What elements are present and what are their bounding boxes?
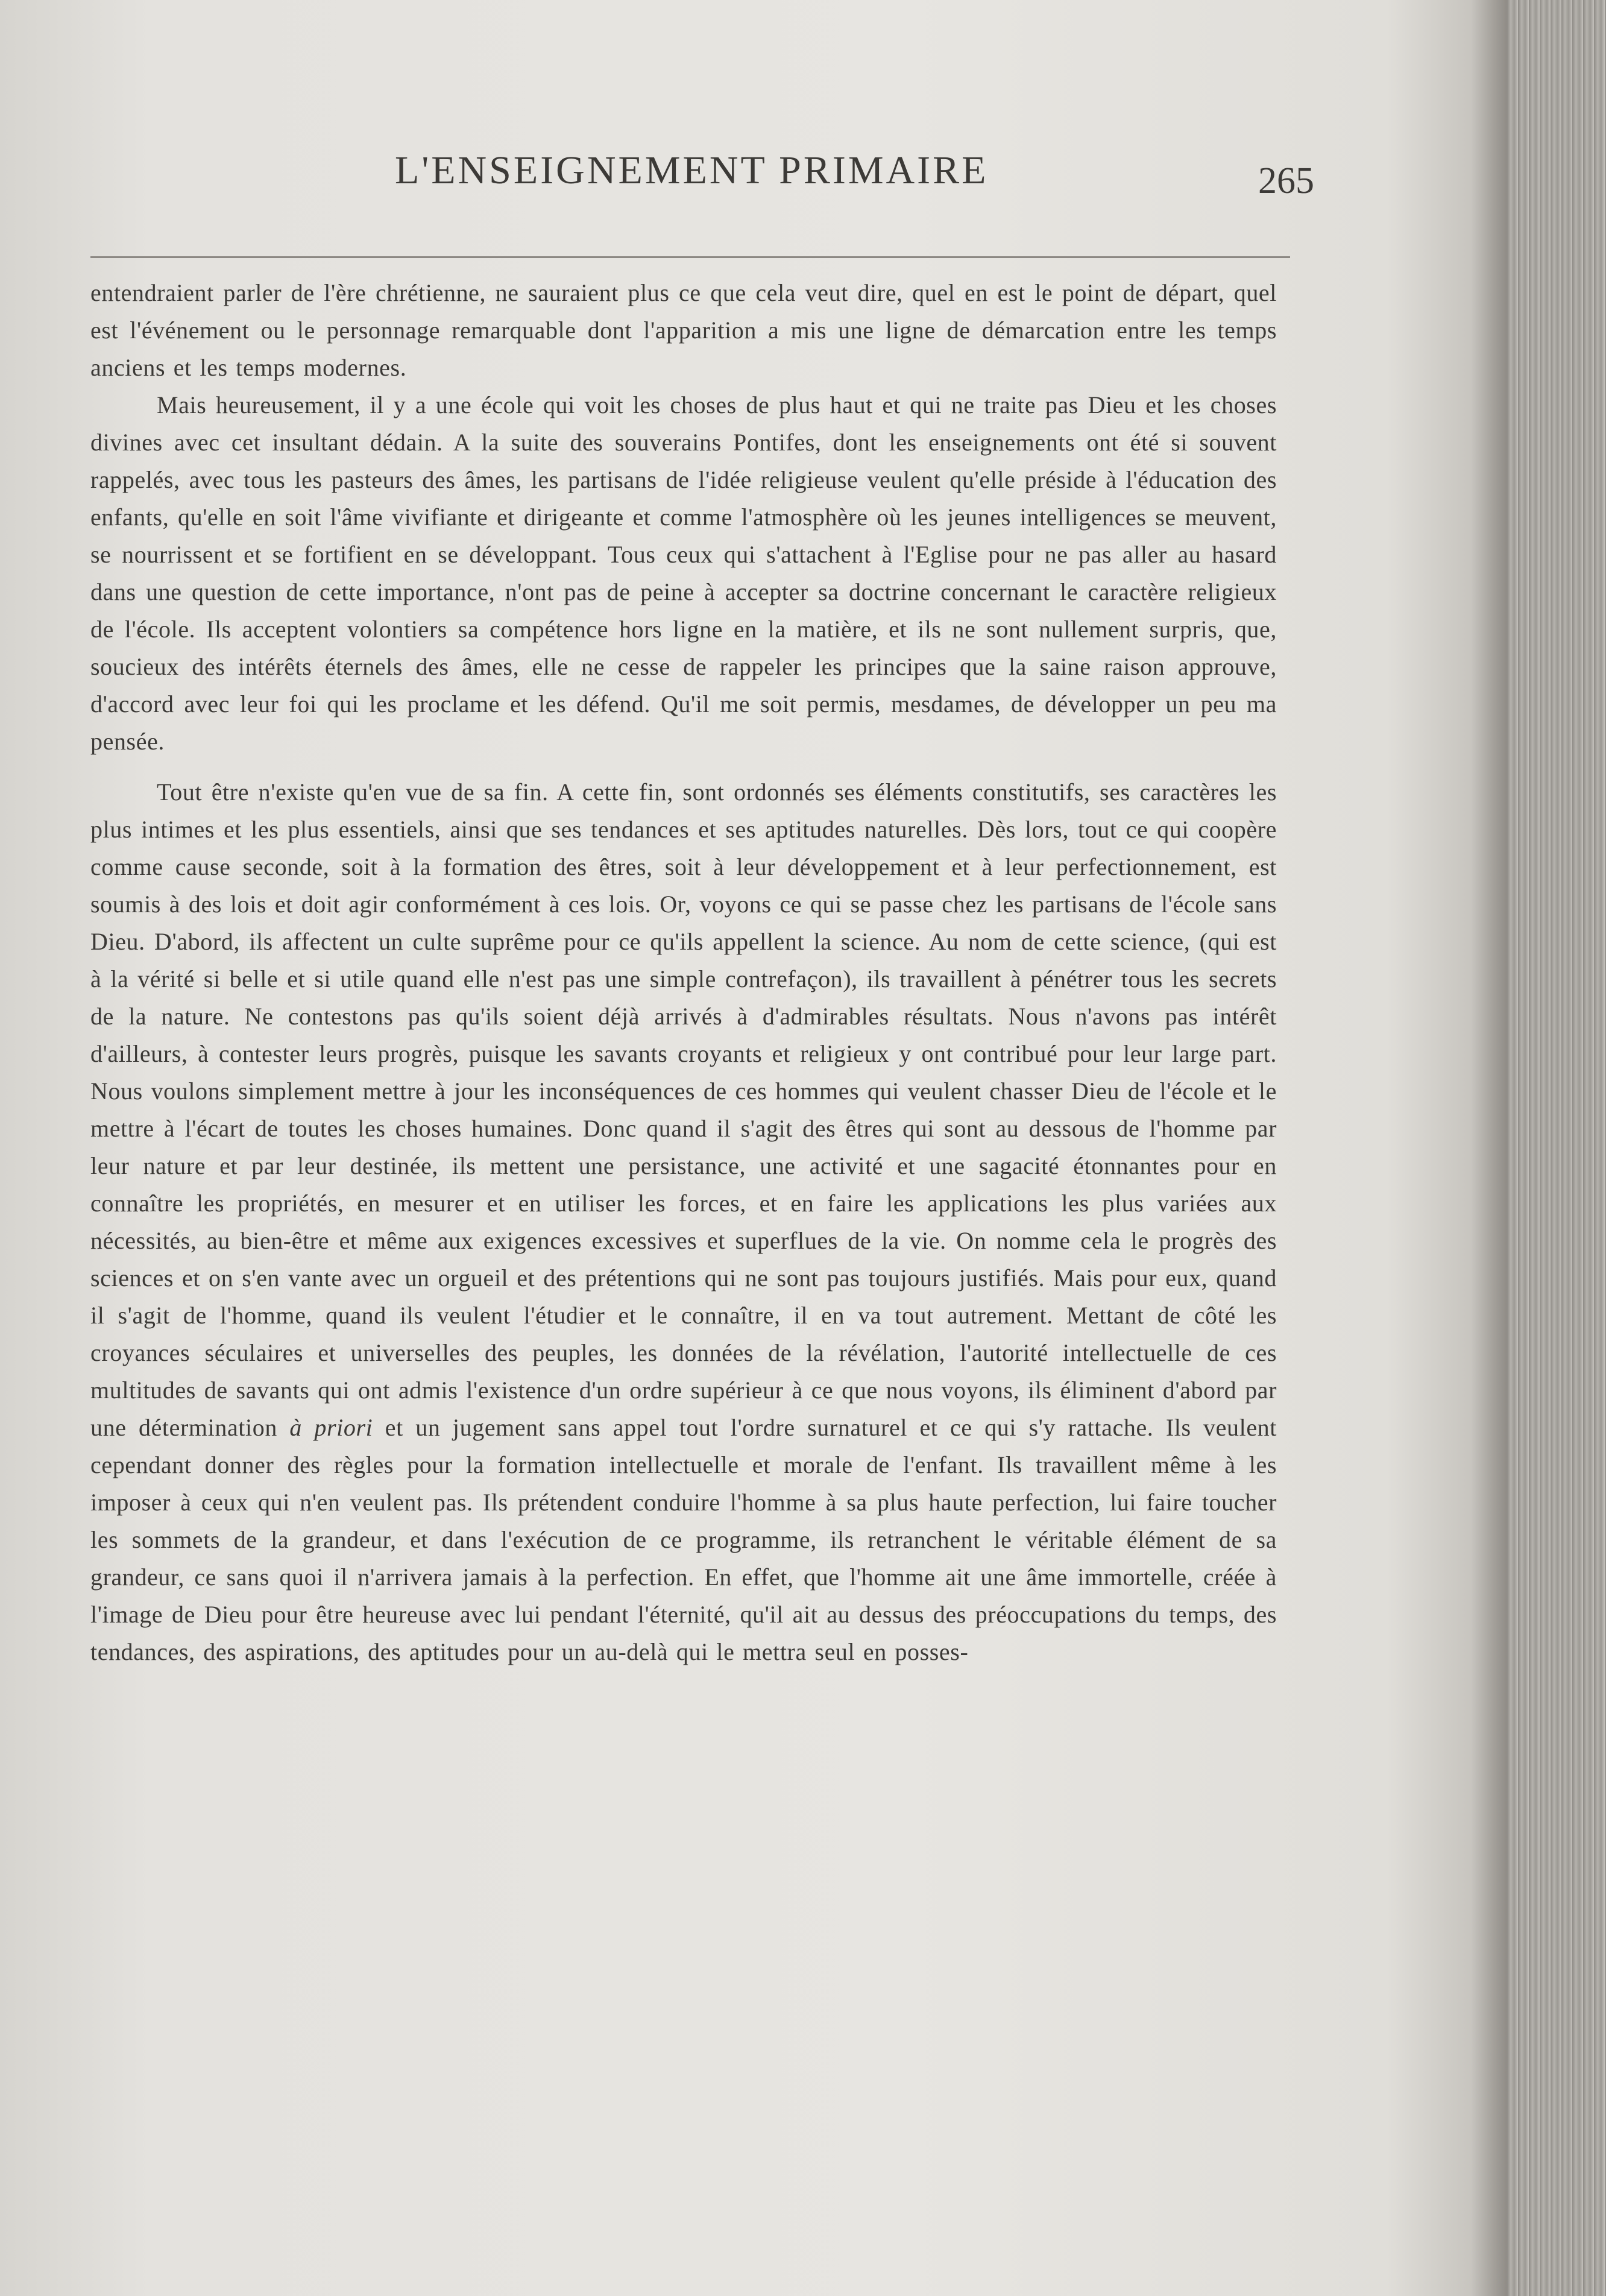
page-number: 265 [1258,160,1314,201]
paragraph: entendraient parler de l'ère chrétienne, ne sauraient plus ce que cela veut dire, quel en est le point de départ, quel est l'événement ou le personnage remarquable dont l'apparition a mis une ligne de démarcation entre les temps anciens et les temps modernes. [90,279,1277,381]
body-text [90,274,1277,2125]
paragraph-text: et un jugement sans appel tout l'ordre surnaturel et ce qui s'y rattache. Ils veulent cependant donner des règles pour la formation intellectuelle et morale de l'enfant. Ils travaillent même à les imposer à ceux qui n'en veulent pas. Ils prétendent conduire l'homme à sa plus haute perfection, lui faire toucher les sommets de la grandeur, et dans l'exécution de ce programme, ils retranchent le véritable élément de sa grandeur, ce sans quoi il n'arrivera jamais à la perfection. En effet, que l'homme ait une âme immortelle, créée à l'image de Dieu pour être heureuse avec lui pendant l'éternité, qu'il ait au dessus des préoccupations du temps, des tendances, des aspirations, des aptitudes pour un au-delà qui le mettra seul en posses- [90,1414,1277,1665]
paragraph-text: Tout être n'existe qu'en vue de sa fin. A cette fin, sont ordonnés ses éléments constitutifs, ses caractères les plus intimes et les plus essentiels, ainsi que ses tendances et ses aptitudes naturelles. Dès lors, tout ce qui coopère comme cause seconde, soit à la formation des êtres, soit à leur développement et à leur perfectionnement, est soumis à des lois et doit agir conformément à ces lois. Or, voyons ce qui se passe chez les partisans de l'école sans Dieu. D'abord, ils affectent un culte suprême pour ce qu'ils appellent la science. Au nom de cette science, (qui est à la vérité si belle et si utile quand elle n'est pas une simple contrefaçon), ils travaillent à pénétrer tous les secrets de la nature. Ne contestons pas qu'ils soient déjà arrivés à d'admirables résultats. Nous n'avons pas intérêt d'ailleurs, à contester leurs progrès, puisque les savants croyants et religieux y ont contribué pour leur large part. Nous voulons simplement mettre à jour les inconséquences de ces hommes qui veulent chasser Dieu de l'école et le mettre à l'écart de toutes les choses humaines. Donc quand il s'agit des êtres qui sont au dessous de l'homme par leur nature et par leur destinée, ils mettent une persistance, une activité et une sagacité étonnantes pour en connaître les propriétés, en mesurer et en utiliser les forces, et en faire les applications les plus variées aux nécessités, au bien-être et même aux exigences excessives et superflues de la vie. On nomme cela le progrès des sciences et on s'en vante avec un orgueil et des prétentions qui ne sont pas toujours justifiés. Mais pour eux, quand il s'agit de l'homme, quand ils veulent l'étudier et le connaître, il en va tout autrement. Mettant de côté les croyances séculaires et universelles des peuples, les données de la révélation, l'autorité intellectuelle de ces multitudes de savants qui ont admis l'existence d'un ordre supérieur à ce que nous voyons, ils éliminent d'abord par une détermination [90,778,1277,1441]
running-head: L'ENSEIGNEMENT PRIMAIRE [395,148,989,192]
page-header [90,133,1314,217]
gutter-shadow [1471,0,1507,2296]
book-edge [1507,0,1606,2296]
paragraph: Mais heureusement, il y a une école qui voit les choses de plus haut et qui ne traite pas Dieu et les choses divines avec cet insultant dédain. A la suite des souverains Pontifes, dont les enseignements ont été si souvent rappelés, avec tous les pasteurs des âmes, les partisans de l'idée religieuse veulent qu'elle préside à l'éducation des enfants, qu'elle en soit l'âme vivifiante et dirigeante et comme l'atmosphère où les jeunes intelligences se meuvent, se nourrissent et se fortifient en se développant. Tous ceux qui s'attachent à l'Eglise pour ne pas aller au hasard dans une question de cette importance, n'ont pas de peine à accepter sa doctrine concernant le caractère religieux de l'école. Ils acceptent volontiers sa compétence hors ligne en la matière, et ils ne sont nullement surpris, que, soucieux des intérêts éternels des âmes, elle ne cesse de rappeler les principes que la saine raison approuve, d'accord avec leur foi qui les proclame et les défend. Qu'il me soit permis, mesdames, de développer un peu ma pensée. [90,391,1277,755]
italic-phrase: à priori [289,1414,373,1441]
header-rule [90,256,1290,258]
paragraph [90,774,1277,1671]
